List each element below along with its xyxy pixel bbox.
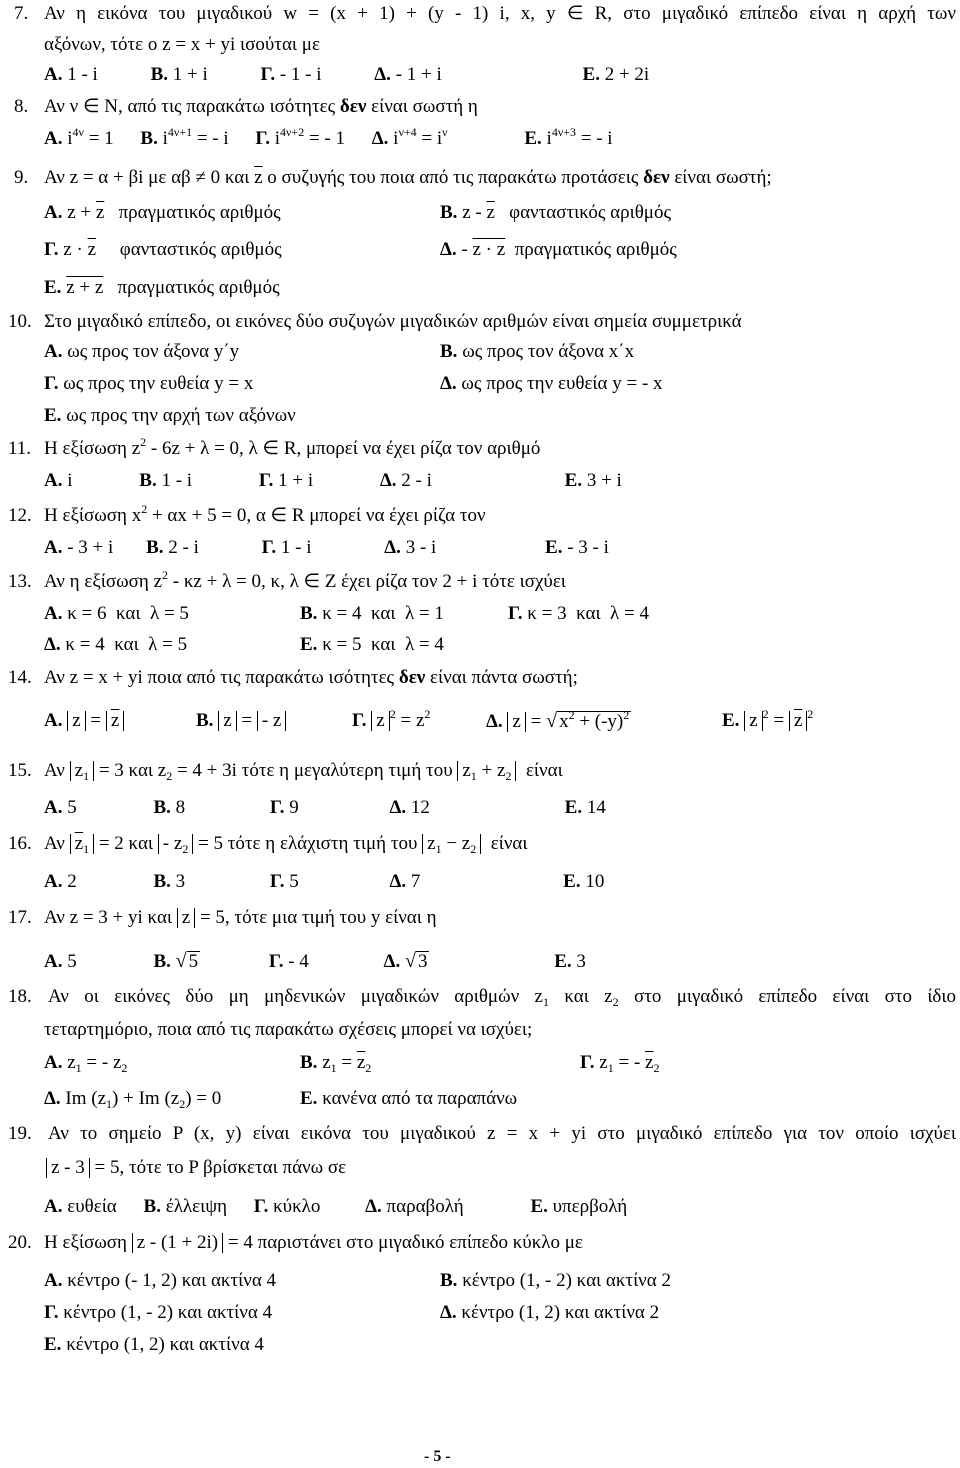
q18-option-c: Γ. $z_1$ = - $\overline{z}_2$ bbox=[580, 1052, 660, 1075]
option-label: Β. bbox=[300, 603, 318, 624]
option-value: 14 bbox=[586, 797, 606, 818]
q14-number: 14. bbox=[8, 667, 32, 688]
option-label: Δ. bbox=[44, 1088, 61, 1109]
option-label: Ε. bbox=[722, 710, 740, 731]
q12-text-pre: Η εξίσωση x bbox=[44, 505, 142, 526]
q13-text-post: - κz + λ = 0, κ, λ ∈ Z έχει ρίζα τον 2 + i τότε ισχύει bbox=[168, 571, 566, 592]
option-value: = bbox=[336, 1052, 357, 1073]
option-label: Δ. bbox=[389, 871, 407, 892]
option-label: Β. bbox=[139, 470, 157, 491]
option-label: Δ. bbox=[389, 797, 407, 818]
option-value: ως προς την ευθεία y = - x bbox=[461, 373, 663, 394]
q14-text-bold: δεν bbox=[398, 667, 426, 688]
option-value: φανταστικός αριθμός bbox=[119, 239, 282, 260]
formula: $z + \overline{z}$ bbox=[67, 202, 105, 223]
q9-text-post: είναι σωστή; bbox=[669, 167, 772, 188]
q9-number: 9. bbox=[14, 167, 29, 188]
q10-option-c bbox=[44, 373, 253, 395]
option-label: Γ. bbox=[260, 64, 276, 85]
q18-number: 18. bbox=[8, 986, 32, 1007]
option-value: κέντρο (1, 2) και ακτίνα 2 bbox=[461, 1302, 660, 1323]
option-label: Δ. bbox=[383, 951, 401, 972]
option-value: κύκλο bbox=[273, 1196, 321, 1217]
option-value: ως προς τον άξονα y΄y bbox=[67, 341, 240, 362]
option-label: Δ. bbox=[44, 634, 61, 655]
option-value: 3 + i bbox=[586, 470, 622, 491]
option-value: πραγματικός αριθμός bbox=[118, 202, 281, 223]
q14-text-post: είναι πάντα σωστή; bbox=[425, 667, 578, 688]
option-value: 10 bbox=[585, 871, 605, 892]
q15-text: Αν $z_1 = 3$ και $z_2 = 4 + 3i$ τότε η μεγαλύτερη τιμή του $z_1 + z_2$ είναι bbox=[44, 760, 563, 783]
option-label: Ε. bbox=[545, 537, 563, 558]
option-value: 3 bbox=[417, 951, 428, 972]
q17-options bbox=[44, 950, 586, 973]
q7-options bbox=[44, 64, 649, 86]
option-label: Ε. bbox=[530, 1196, 548, 1217]
option-value: 8 bbox=[175, 797, 186, 818]
option-label: Α. bbox=[44, 1270, 63, 1291]
exponent: 2 bbox=[162, 568, 169, 582]
conjugate-z: $\overline{z}$ bbox=[254, 167, 263, 188]
option-label: Γ. bbox=[44, 373, 59, 394]
option-label: Α. bbox=[44, 710, 63, 731]
option-value: κανένα από τα παραπάνω bbox=[322, 1088, 518, 1109]
q9-option-d bbox=[440, 239, 677, 261]
q15-text-1: Αν bbox=[44, 760, 65, 781]
option-label: Β. bbox=[153, 871, 171, 892]
option-label: Α. bbox=[44, 603, 63, 624]
q17-text-1: Αν z = 3 + yi και bbox=[44, 907, 173, 928]
option-value: 2 + 2i bbox=[604, 64, 650, 85]
option-label: Ε. bbox=[582, 64, 600, 85]
option-value: ) = 0 bbox=[185, 1088, 222, 1109]
q15-text-3: = 4 + 3i τότε η μεγαλύτερη τιμή του bbox=[172, 760, 453, 781]
q16-text-4: είναι bbox=[490, 833, 528, 854]
option-label: Ε. bbox=[524, 128, 542, 149]
q20-option-c bbox=[44, 1302, 272, 1324]
q18-text-3: στο μιγαδικό επίπεδο είναι στο ίδιο bbox=[618, 986, 956, 1007]
page-number: - 5 - bbox=[424, 1448, 451, 1465]
option-label: Ε. bbox=[563, 871, 581, 892]
option-label: Α. bbox=[44, 951, 63, 972]
q10-option-b bbox=[440, 341, 634, 363]
exponent: 2 bbox=[141, 502, 148, 516]
option-value: - 3 + i bbox=[67, 537, 114, 558]
option-value: 5 bbox=[289, 871, 299, 892]
option-value: = - i bbox=[192, 128, 229, 149]
q13-option-b bbox=[300, 603, 444, 625]
option-value: 1 - i bbox=[161, 470, 193, 491]
q12-number: 12. bbox=[8, 505, 32, 526]
option-value: ως προς την ευθεία y = x bbox=[63, 373, 254, 394]
option-label: Δ. bbox=[440, 1302, 457, 1323]
option-label: Β. bbox=[140, 128, 158, 149]
q13-option-a bbox=[44, 603, 189, 625]
q19-text: Αν το σημείο P (x, y) είναι εικόνα του μιγαδικού z = x + yi στο μιγαδικό επίπεδο για τον οποίο ισχύει bbox=[48, 1123, 956, 1144]
sqrt-sign: √ bbox=[175, 950, 187, 972]
q9-option-a bbox=[44, 202, 281, 224]
option-value: κ = 4 και λ = 5 bbox=[65, 634, 188, 655]
option-value: πραγματικός αριθμός bbox=[514, 239, 677, 260]
option-label: Α. bbox=[44, 1052, 63, 1073]
q7-text-cont: αξόνων, τότε ο z = x + yi ισούται με bbox=[44, 34, 320, 55]
q14-option-b: Β. z = - z bbox=[196, 710, 286, 732]
q18-text-cont: τεταρτημόριο, ποια από τις παρακάτω σχέσεις μπορεί να ισχύει; bbox=[44, 1019, 533, 1040]
option-label: Β. bbox=[153, 951, 171, 972]
exponent: 4ν+3 bbox=[551, 125, 577, 139]
q9-text bbox=[44, 167, 772, 189]
q20-text-1: Η εξίσωση bbox=[44, 1232, 127, 1253]
option-label: Α. bbox=[44, 797, 63, 818]
option-value: 2 bbox=[67, 871, 77, 892]
option-value: i bbox=[274, 128, 280, 149]
option-label: Γ. bbox=[269, 871, 285, 892]
option-label: Ε. bbox=[300, 634, 318, 655]
option-value: i bbox=[393, 128, 399, 149]
option-label: Β. bbox=[440, 341, 458, 362]
option-label: Γ. bbox=[261, 537, 277, 558]
q19-number: 19. bbox=[8, 1123, 32, 1144]
option-value: κ = 5 και λ = 4 bbox=[322, 634, 444, 655]
option-value: 9 bbox=[289, 797, 299, 818]
option-label: Β. bbox=[143, 1196, 161, 1217]
q9-option-e bbox=[44, 277, 280, 299]
q13-text bbox=[44, 568, 566, 593]
option-value: 1 + i bbox=[278, 470, 314, 491]
q18-text: Αν οι εικόνες δύο μη μηδενικών μιγαδικών αριθμών $z_1$ και $z_2$ στο μιγαδικό επίπεδο είναι στο ίδιο bbox=[48, 986, 956, 1009]
option-value: φανταστικός αριθμός bbox=[509, 202, 672, 223]
option-label: Γ. bbox=[268, 951, 284, 972]
q13-number: 13. bbox=[8, 571, 32, 592]
q8-text bbox=[44, 96, 478, 118]
option-value: ευθεία bbox=[67, 1196, 117, 1217]
option-value: - 4 bbox=[288, 951, 309, 972]
option-label: Ε. bbox=[44, 405, 62, 426]
q14-text-pre: Αν z = x + yi ποια από τις παρακάτω ισότητες bbox=[44, 667, 399, 688]
q15-text-4: είναι bbox=[525, 760, 563, 781]
q18-option-e bbox=[300, 1088, 517, 1110]
q20-option-d bbox=[440, 1302, 659, 1324]
option-value: i bbox=[67, 128, 73, 149]
option-label: Γ. bbox=[269, 797, 285, 818]
option-label: Α. bbox=[44, 64, 63, 85]
q7-text: Αν η εικόνα του μιγαδικού w = (x + 1) + (y - 1) i, x, y ∈ R, στο μιγαδικό επίπεδο είναι η αρχή των bbox=[44, 3, 956, 24]
abs-expression: z - 3 bbox=[46, 1158, 90, 1178]
option-label: Α. bbox=[44, 128, 63, 149]
q12-text bbox=[44, 502, 486, 527]
option-value: 3 bbox=[175, 871, 186, 892]
q14-option-a: Α. $z = \overline{z}$ bbox=[44, 710, 124, 732]
abs-expression: z - (1 + 2i) bbox=[132, 1233, 223, 1253]
option-value: i bbox=[546, 128, 552, 149]
q16-number: 16. bbox=[8, 833, 32, 854]
option-label: Γ. bbox=[508, 603, 523, 624]
option-label: Δ. bbox=[374, 64, 391, 85]
formula: - z · z bbox=[461, 239, 506, 260]
exponent: 4ν+2 bbox=[280, 125, 305, 139]
option-value: = i bbox=[416, 128, 443, 149]
option-label: Ε. bbox=[44, 277, 62, 298]
q9-option-b bbox=[440, 202, 671, 224]
q20-option-e bbox=[44, 1334, 264, 1356]
option-label: Γ. bbox=[580, 1052, 595, 1073]
q11-options bbox=[44, 470, 622, 492]
q12-options bbox=[44, 537, 609, 559]
q14-option-e: Ε. z $^2 = \overline{z}$ $^2$ bbox=[722, 707, 814, 731]
option-value: κ = 4 και λ = 1 bbox=[322, 603, 444, 624]
q18-option-d: Δ. Im $(z_1) + Im$ $(z_2) = 0$ bbox=[44, 1088, 222, 1111]
option-label: Ε. bbox=[554, 951, 572, 972]
q11-text bbox=[44, 435, 541, 460]
q20-number: 20. bbox=[8, 1232, 32, 1253]
q15-number: 15. bbox=[8, 760, 32, 781]
option-value: - 1 - i bbox=[279, 64, 322, 85]
sqrt-sign: √ bbox=[404, 950, 416, 972]
option-value: 1 - i bbox=[280, 537, 312, 558]
q11-text-post: - 6z + λ = 0, λ ∈ R, μπορεί να έχει ρίζα τον αριθμό bbox=[146, 438, 541, 459]
option-value: = 1 bbox=[83, 128, 114, 149]
q10-option-d bbox=[440, 373, 663, 395]
option-label: Δ. bbox=[440, 373, 457, 394]
option-label: Α. bbox=[44, 537, 63, 558]
option-label: Β. bbox=[150, 64, 169, 85]
q12-text-post: + αx + 5 = 0, α ∈ R μπορεί να έχει ρίζα τον bbox=[147, 505, 486, 526]
option-value: 12 bbox=[410, 797, 430, 818]
option-label: Γ. bbox=[253, 1196, 269, 1217]
option-value: 1 - i bbox=[67, 64, 98, 85]
option-label: Δ. bbox=[379, 470, 397, 491]
option-value: πραγματικός αριθμός bbox=[117, 277, 280, 298]
option-value: υπερβολή bbox=[552, 1196, 628, 1217]
option-label: Β. bbox=[300, 1052, 318, 1073]
option-value: κέντρο (- 1, 2) και ακτίνα 4 bbox=[67, 1270, 277, 1291]
q10-option-e bbox=[44, 405, 296, 427]
exponent: 4ν+1 bbox=[167, 125, 193, 139]
q14-option-c: Γ. z $^2 = z^2$ bbox=[352, 707, 431, 731]
option-label: Α. bbox=[44, 202, 63, 223]
option-label: Γ. bbox=[352, 710, 367, 731]
option-value: 5 bbox=[67, 797, 77, 818]
exponent: ν bbox=[442, 125, 448, 139]
option-value: 7 bbox=[410, 871, 421, 892]
option-value: z bbox=[599, 1052, 608, 1073]
option-label: Γ. bbox=[258, 470, 274, 491]
q13-option-d bbox=[44, 634, 187, 656]
q20-option-a bbox=[44, 1270, 276, 1292]
option-value: z bbox=[67, 1052, 76, 1073]
q14-text bbox=[44, 667, 578, 689]
option-value: παραβολή bbox=[386, 1196, 464, 1217]
option-value: κ = 3 και λ = 4 bbox=[527, 603, 649, 624]
q18-text-1: Αν οι εικόνες δύο μη μηδενικών μιγαδικών αριθμών z bbox=[48, 986, 543, 1007]
q7-number: 7. bbox=[14, 3, 29, 24]
q10-number: 10. bbox=[8, 311, 32, 332]
option-label: Ε. bbox=[564, 797, 583, 818]
option-value: κέντρο (1, 2) και ακτίνα 4 bbox=[66, 1334, 264, 1355]
option-label: Γ. bbox=[255, 128, 270, 149]
q14-option-d: Δ. z = √ $x^2 + (-y)^2$ bbox=[486, 708, 630, 732]
q19-text-2: = 5, τότε το P βρίσκεται πάνω σε bbox=[94, 1157, 347, 1178]
option-label: Α. bbox=[44, 470, 63, 491]
q9-text-pre: Αν z = α + βi με αβ ≠ 0 και bbox=[44, 167, 255, 188]
q18-option-b: Β. $z_1 = \overline{z}_2$ bbox=[300, 1052, 372, 1075]
option-label: Α. bbox=[44, 1196, 63, 1217]
q13-option-c bbox=[508, 603, 649, 625]
q10-text: Στο μιγαδικό επίπεδο, οι εικόνες δύο συζυγών μιγαδικών αριθμών είναι σημεία συμμετρικά bbox=[44, 311, 742, 332]
formula: $z \cdot \overline{z}$ bbox=[63, 239, 96, 260]
option-value: - 3 - i bbox=[567, 537, 609, 558]
q17-text: Αν z = 3 + yi και z = 5, τότε μια τιμή του y είναι η bbox=[44, 907, 437, 928]
q8-text-post: είναι σωστή η bbox=[366, 96, 478, 117]
q11-number: 11. bbox=[8, 438, 32, 459]
option-label: Δ. bbox=[371, 128, 389, 149]
option-value: 2 - i bbox=[168, 537, 199, 558]
q16-options bbox=[44, 871, 604, 893]
option-value: i bbox=[162, 128, 168, 149]
option-label: Α. bbox=[44, 871, 63, 892]
option-label: Ε. bbox=[564, 470, 583, 491]
q9-text-bold: δεν bbox=[643, 167, 670, 188]
q13-text-pre: Αν η εξίσωση z bbox=[44, 571, 163, 592]
q19-options bbox=[44, 1196, 627, 1218]
option-value: = - 1 bbox=[304, 128, 345, 149]
q11-text-pre: Η εξίσωση z bbox=[44, 438, 141, 459]
option-label: Ε. bbox=[300, 1088, 318, 1109]
option-value: 1 + i bbox=[172, 64, 208, 85]
option-label: Δ. bbox=[486, 711, 503, 732]
q8-text-pre: Αν ν ∈ Ν, από τις παρακάτω ισότητες bbox=[44, 96, 340, 117]
exponent: 2 bbox=[140, 435, 147, 449]
q8-options bbox=[44, 125, 613, 150]
option-value: 3 - i bbox=[405, 537, 437, 558]
option-value: ως προς τον άξονα x΄x bbox=[462, 341, 635, 362]
option-value: 5 bbox=[188, 951, 199, 972]
q16-text-2: = 2 και bbox=[98, 833, 154, 854]
q8-text-bold: δεν bbox=[339, 96, 367, 117]
option-value: z bbox=[322, 1052, 331, 1073]
option-value: ) + Im (z bbox=[112, 1088, 180, 1109]
q15-options bbox=[44, 797, 606, 819]
option-value: - 1 + i bbox=[395, 64, 442, 85]
option-label: Β. bbox=[440, 202, 458, 223]
q8-number: 8. bbox=[14, 96, 29, 117]
option-value: κ = 6 και λ = 5 bbox=[67, 603, 189, 624]
option-value: κέντρο (1, - 2) και ακτίνα 2 bbox=[462, 1270, 671, 1291]
q16-text: Αν $\overline{z}_1 = 2$ $\kappa\alpha\iota - z_2 = 5$ τότε η ελάχιστη τιμή του $z_1 - z_2$ είναι bbox=[44, 833, 528, 856]
option-value: κέντρο (1, - 2) και ακτίνα 4 bbox=[63, 1302, 273, 1323]
option-label: Β. bbox=[196, 710, 214, 731]
formula: z - $\overline{z}$ bbox=[462, 202, 495, 223]
formula: z + z bbox=[66, 277, 104, 298]
option-label: Δ. bbox=[365, 1196, 382, 1217]
q15-text-2: = 3 και z bbox=[98, 760, 167, 781]
option-label: Β. bbox=[440, 1270, 458, 1291]
option-value: = - i bbox=[576, 128, 613, 149]
option-value: 3 bbox=[576, 951, 586, 972]
q20-text bbox=[44, 1232, 583, 1254]
q16-text-1: Αν bbox=[44, 833, 65, 854]
option-value: 2 - i bbox=[401, 470, 432, 491]
q19-text-cont bbox=[46, 1157, 346, 1179]
option-label: Α. bbox=[44, 341, 63, 362]
q20-text-2: = 4 παριστάνει στο μιγαδικό επίπεδο κύκλο με bbox=[227, 1232, 583, 1253]
option-value: έλλειψη bbox=[165, 1196, 228, 1217]
exponent: 4ν bbox=[72, 125, 84, 139]
option-label: Γ. bbox=[44, 1302, 59, 1323]
option-label: Δ. bbox=[384, 537, 401, 558]
q10-option-a bbox=[44, 341, 239, 363]
exponent: ν+4 bbox=[398, 125, 417, 139]
option-value: = - z bbox=[81, 1052, 122, 1073]
q9-option-c bbox=[44, 239, 282, 261]
q18-option-a: Α. $z_1$ = - $z_2$ bbox=[44, 1052, 128, 1075]
q13-option-e bbox=[300, 634, 444, 656]
option-label: Β. bbox=[153, 797, 171, 818]
option-label: Ε. bbox=[44, 1334, 62, 1355]
option-value: Im (z bbox=[65, 1088, 107, 1109]
option-value: i bbox=[67, 470, 73, 491]
option-value: ως προς την αρχή των αξόνων bbox=[66, 405, 296, 426]
option-label: Γ. bbox=[44, 239, 59, 260]
option-label: Δ. bbox=[440, 239, 457, 260]
q20-option-b bbox=[440, 1270, 671, 1292]
option-value: 5 bbox=[67, 951, 77, 972]
q18-text-2: και z bbox=[549, 986, 613, 1007]
q16-text-3: = 5 τότε η ελάχιστη τιμή του bbox=[198, 833, 418, 854]
q9-text-mid: ο συζυγής του ποια από τις παρακάτω προτάσεις bbox=[262, 167, 644, 188]
q17-number: 17. bbox=[8, 907, 32, 928]
option-label: Β. bbox=[146, 537, 164, 558]
option-value: = - bbox=[613, 1052, 646, 1073]
q17-text-2: = 5, τότε μια τιμή του y είναι η bbox=[199, 907, 437, 928]
